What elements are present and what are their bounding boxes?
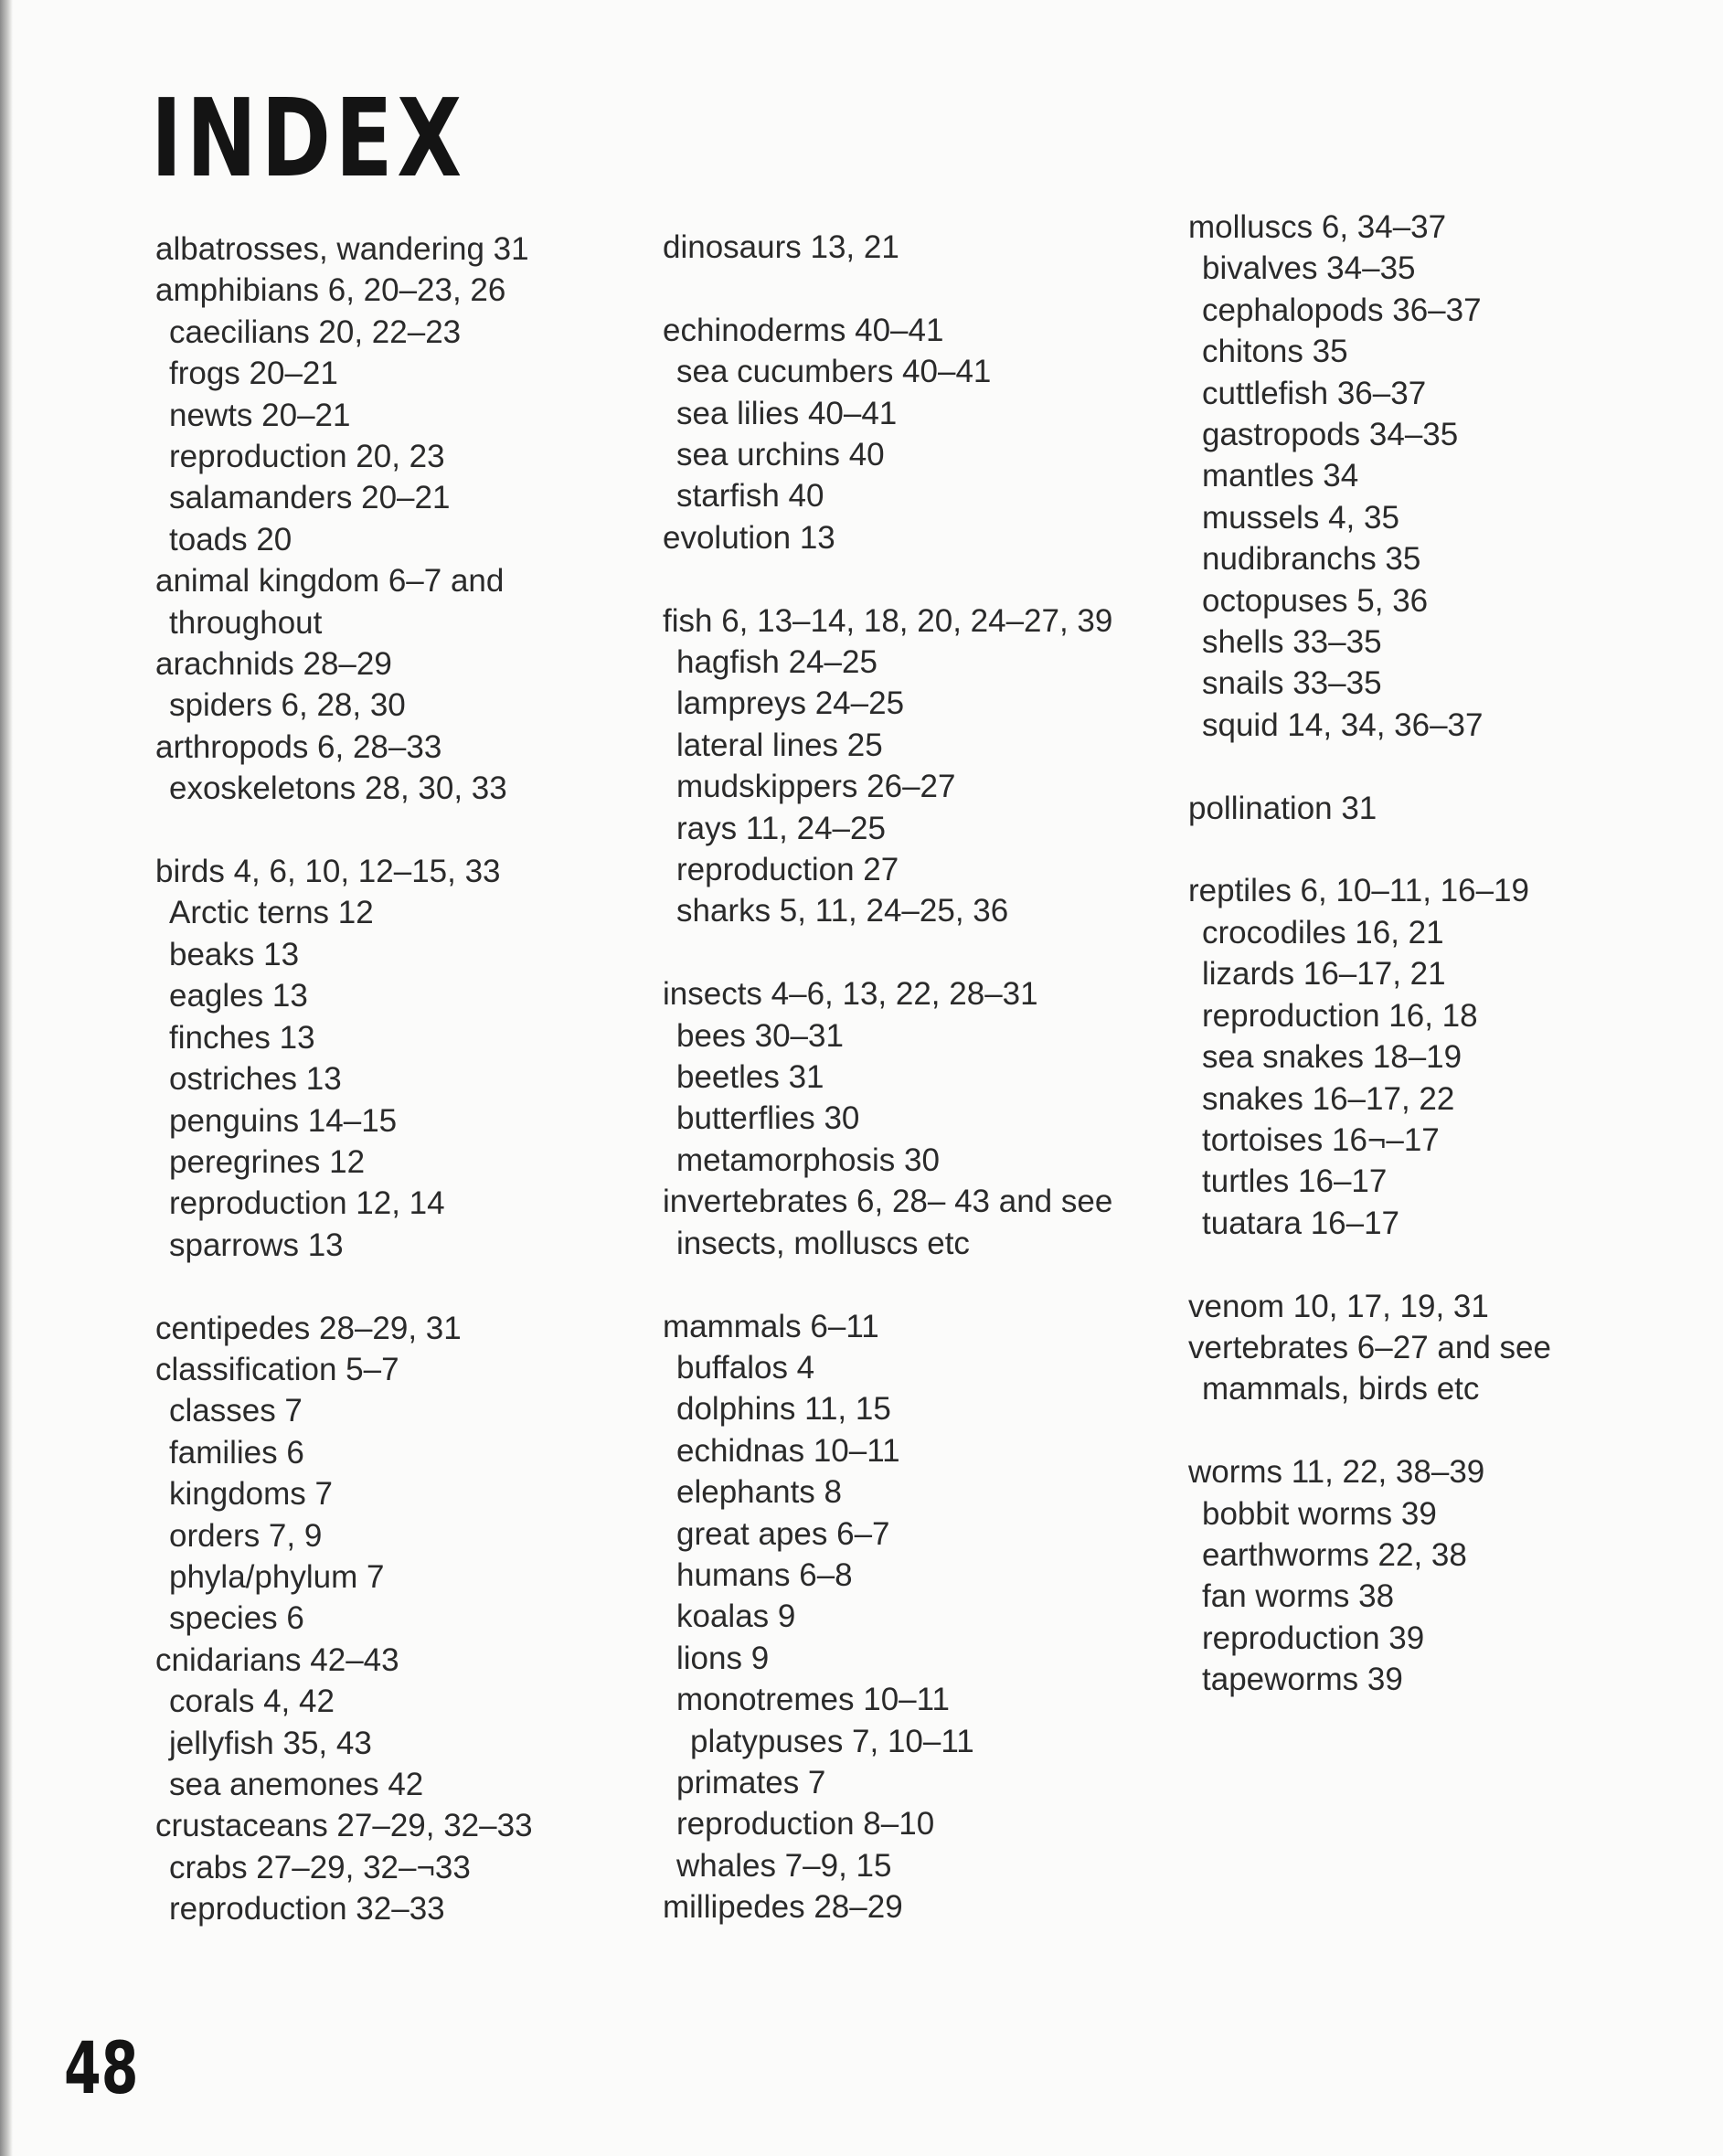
index-subentry: rays 11, 24–25 bbox=[676, 810, 886, 846]
index-subentry: families 6 bbox=[169, 1434, 304, 1471]
index-subentry: Arctic terns 12 bbox=[169, 895, 374, 931]
index-subentry: fan worms 38 bbox=[1202, 1578, 1395, 1615]
index-subentry: ostriches 13 bbox=[169, 1061, 342, 1098]
index-subentry: sea urchins 40 bbox=[676, 437, 885, 473]
index-subentry: elephants 8 bbox=[676, 1474, 842, 1511]
index-entry: amphibians 6, 20–23, 26 bbox=[155, 272, 506, 309]
index-subentry: reproduction 8–10 bbox=[676, 1806, 935, 1843]
index-subentry: insects, molluscs etc bbox=[676, 1225, 970, 1261]
index-subentry: butterflies 30 bbox=[676, 1100, 860, 1137]
index-subentry: sea anemones 42 bbox=[169, 1767, 424, 1802]
index-subentry: starfish 40 bbox=[676, 478, 824, 515]
index-subentry: platypuses 7, 10–11 bbox=[690, 1723, 974, 1759]
index-entry: venom 10, 17, 19, 31 bbox=[1188, 1288, 1489, 1324]
index-subentry: reproduction 16, 18 bbox=[1202, 997, 1478, 1034]
index-entry: molluscs 6, 34–37 bbox=[1188, 209, 1447, 245]
index-entry: arachnids 28–29 bbox=[155, 646, 392, 683]
index-entry: insects 4–6, 13, 22, 28–31 bbox=[663, 976, 1038, 1013]
index-subentry: reproduction 12, 14 bbox=[169, 1185, 445, 1222]
index-subentry: bees 30–31 bbox=[676, 1017, 844, 1054]
index-subentry: lampreys 24–25 bbox=[676, 685, 905, 722]
index-subentry: mudskippers 26–27 bbox=[676, 769, 956, 805]
index-spacer bbox=[155, 810, 667, 851]
index-subentry: shells 33–35 bbox=[1202, 624, 1382, 661]
index-spacer bbox=[663, 268, 1175, 309]
index-subentry: sea lilies 40–41 bbox=[676, 395, 898, 431]
index-entry: reptiles 6, 10–11, 16–19 bbox=[1188, 873, 1529, 909]
index-subentry: reproduction 32–33 bbox=[169, 1891, 445, 1928]
index-subentry: sea snakes 18–19 bbox=[1202, 1039, 1462, 1076]
index-entry: classification 5–7 bbox=[155, 1351, 399, 1387]
index-entry: centipedes 28–29, 31 bbox=[155, 1310, 462, 1346]
index-entry: dinosaurs 13, 21 bbox=[663, 229, 899, 265]
index-entry: worms 11, 22, 38–39 bbox=[1188, 1454, 1485, 1491]
index-subentry: crocodiles 16, 21 bbox=[1202, 914, 1444, 951]
index-subentry: squid 14, 34, 36–37 bbox=[1202, 706, 1484, 743]
index-subentry: echidnas 10–11 bbox=[676, 1432, 900, 1469]
index-subentry: buffalos 4 bbox=[676, 1349, 815, 1386]
index-subentry: penguins 14–15 bbox=[169, 1102, 398, 1139]
index-subentry: beaks 13 bbox=[169, 936, 300, 972]
index-subentry: finches 13 bbox=[169, 1019, 315, 1056]
index-entry: mammals 6–11 bbox=[663, 1308, 879, 1344]
index-subentry: turtles 16–17 bbox=[1202, 1163, 1388, 1200]
index-subentry: nudibranchs 35 bbox=[1202, 541, 1421, 578]
index-subentry: jellyfish 35, 43 bbox=[169, 1725, 372, 1761]
index-entry: cnidarians 42–43 bbox=[155, 1641, 399, 1678]
index-subentry: reproduction 20, 23 bbox=[169, 439, 445, 475]
index-subentry: snails 33–35 bbox=[1202, 665, 1382, 702]
index-subentry: earthworms 22, 38 bbox=[1202, 1536, 1467, 1573]
index-subentry: corals 4, 42 bbox=[169, 1683, 335, 1720]
index-subentry: lateral lines 25 bbox=[676, 727, 883, 763]
index-entry: crustaceans 27–29, 32–33 bbox=[155, 1808, 533, 1844]
index-subentry: gastropods 34–35 bbox=[1202, 417, 1459, 453]
index-subentry: metamorphosis 30 bbox=[676, 1142, 940, 1178]
index-subentry: eagles 13 bbox=[169, 978, 308, 1014]
index-subentry: sparrows 13 bbox=[169, 1227, 344, 1263]
index-subentry: hagfish 24–25 bbox=[676, 644, 877, 681]
index-entry: millipedes 28–29 bbox=[663, 1889, 903, 1926]
index-subentry: lizards 16–17, 21 bbox=[1202, 956, 1446, 993]
index-subentry: orders 7, 9 bbox=[169, 1517, 323, 1554]
page-spine-shadow bbox=[0, 0, 13, 2156]
index-subentry: phyla/phylum 7 bbox=[169, 1558, 385, 1595]
index-subentry: chitons 35 bbox=[1202, 334, 1348, 370]
index-column-3 bbox=[1188, 207, 1700, 1701]
index-subentry: mussels 4, 35 bbox=[1202, 499, 1399, 536]
index-subentry: mantles 34 bbox=[1202, 458, 1359, 494]
index-subentry: bobbit worms 39 bbox=[1202, 1495, 1437, 1532]
index-column-2 bbox=[663, 227, 1175, 1928]
index-spacer bbox=[663, 1264, 1175, 1305]
index-subentry: newts 20–21 bbox=[169, 397, 351, 433]
index-subentry: salamanders 20–21 bbox=[169, 480, 451, 516]
index-subentry: mammals, birds etc bbox=[1202, 1371, 1480, 1407]
index-subentry: kingdoms 7 bbox=[169, 1476, 333, 1513]
index-subentry: sharks 5, 11, 24–25, 36 bbox=[676, 893, 1009, 929]
index-subentry: lions 9 bbox=[676, 1640, 770, 1676]
index-subentry: caecilians 20, 22–23 bbox=[169, 313, 462, 350]
index-column-1 bbox=[155, 228, 667, 1930]
page-title: INDEX bbox=[151, 75, 466, 201]
index-subentry: dolphins 11, 15 bbox=[676, 1391, 891, 1428]
index-subentry: bivalves 34–35 bbox=[1202, 250, 1416, 287]
index-subentry: reproduction 39 bbox=[1202, 1620, 1425, 1656]
index-subentry: snakes 16–17, 22 bbox=[1202, 1080, 1455, 1117]
index-spacer bbox=[1188, 1244, 1700, 1285]
index-subentry: humans 6–8 bbox=[676, 1556, 853, 1593]
index-entry: arthropods 6, 28–33 bbox=[155, 728, 442, 765]
index-spacer bbox=[663, 932, 1175, 973]
index-subentry: peregrines 12 bbox=[169, 1143, 366, 1180]
index-subentry: classes 7 bbox=[169, 1393, 303, 1429]
index-subentry: spiders 6, 28, 30 bbox=[169, 687, 406, 724]
index-entry: animal kingdom 6–7 and bbox=[155, 563, 505, 600]
index-entry: pollination 31 bbox=[1188, 790, 1377, 826]
index-subentry: crabs 27–29, 32–¬33 bbox=[169, 1849, 471, 1885]
index-subentry: cephalopods 36–37 bbox=[1202, 292, 1482, 328]
index-subentry: tortoises 16¬–17 bbox=[1202, 1121, 1440, 1158]
index-entry: echinoderms 40–41 bbox=[663, 312, 944, 348]
index-entry: vertebrates 6–27 and see bbox=[1188, 1329, 1551, 1365]
index-subentry: sea cucumbers 40–41 bbox=[676, 354, 992, 390]
index-entry: albatrosses, wandering 31 bbox=[155, 231, 529, 267]
index-subentry: koalas 9 bbox=[676, 1598, 796, 1635]
index-subentry: frogs 20–21 bbox=[169, 356, 338, 392]
index-subentry: cuttlefish 36–37 bbox=[1202, 375, 1427, 411]
index-spacer bbox=[1188, 746, 1700, 787]
index-entry: birds 4, 6, 10, 12–15, 33 bbox=[155, 854, 501, 890]
index-spacer bbox=[1188, 829, 1700, 870]
index-subentry: great apes 6–7 bbox=[676, 1515, 890, 1552]
index-entry: invertebrates 6, 28– 43 and see bbox=[663, 1184, 1113, 1220]
index-subentry: primates 7 bbox=[676, 1764, 826, 1800]
index-subentry: species 6 bbox=[169, 1600, 304, 1637]
index-entry: fish 6, 13–14, 18, 20, 24–27, 39 bbox=[663, 602, 1113, 639]
page-number: 48 bbox=[64, 2028, 139, 2110]
index-subentry: reproduction 27 bbox=[676, 852, 899, 888]
index-subentry: beetles 31 bbox=[676, 1059, 824, 1096]
index-subentry: tuatara 16–17 bbox=[1202, 1205, 1400, 1241]
index-subentry: throughout bbox=[169, 604, 323, 641]
index-subentry: whales 7–9, 15 bbox=[676, 1847, 892, 1884]
index-subentry: octopuses 5, 36 bbox=[1202, 582, 1429, 619]
index-subentry: toads 20 bbox=[169, 521, 292, 558]
index-subentry: exoskeletons 28, 30, 33 bbox=[169, 770, 507, 807]
index-subentry: monotremes 10–11 bbox=[676, 1682, 950, 1718]
index-spacer bbox=[155, 1266, 667, 1307]
index-spacer bbox=[663, 558, 1175, 600]
index-subentry: tapeworms 39 bbox=[1202, 1662, 1403, 1698]
index-entry: evolution 13 bbox=[663, 519, 835, 556]
index-spacer bbox=[1188, 1410, 1700, 1451]
